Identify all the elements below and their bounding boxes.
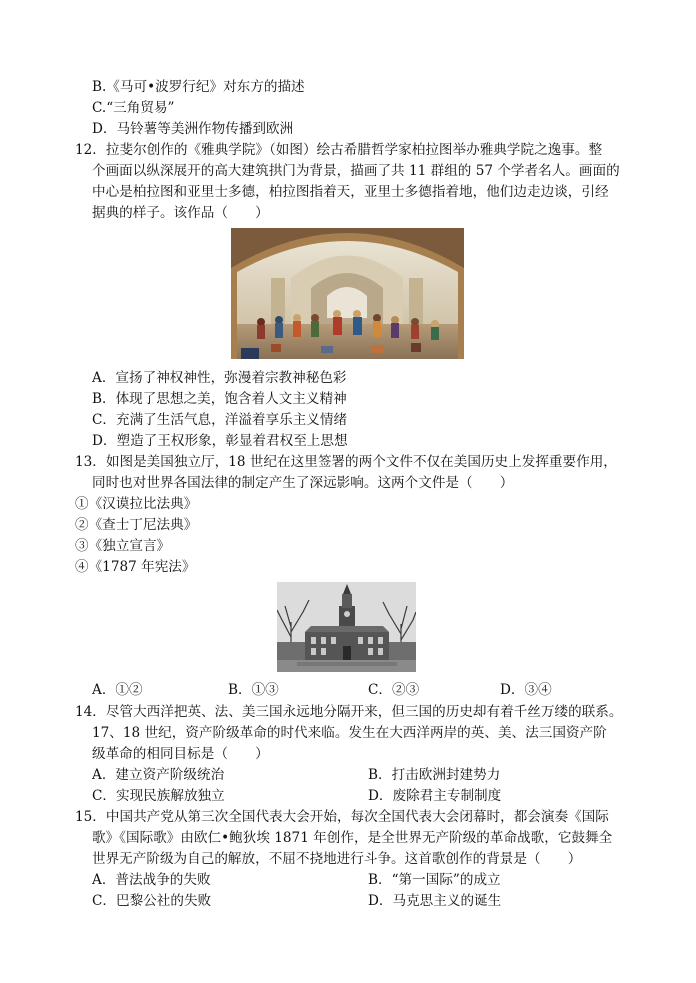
q15-option-d: D．马克思主义的诞生 xyxy=(368,893,502,909)
q12-option-a: A．宣扬了神权神性，弥漫着宗教神秘色彩 xyxy=(92,370,347,386)
q12-stem-line-4: 据典的样子。该作品（ ） xyxy=(92,205,269,221)
q13-option-c: C．②③ xyxy=(368,682,420,698)
q13-item-4: ④《1787 年宪法》 xyxy=(75,559,196,575)
q14-option-d: D．废除君主专制制度 xyxy=(368,788,502,804)
independence-hall-image xyxy=(277,582,416,672)
q12-stem-line-1: 12．拉斐尔创作的《雅典学院》（如图）绘古希腊哲学家柏拉图举办雅典学院之逸事。整 xyxy=(75,142,603,158)
q14-option-a: A．建立资产阶级统治 xyxy=(92,767,225,783)
q13-item-1: ①《汉谟拉比法典》 xyxy=(75,496,198,512)
q13-item-3: ③《独立宣言》 xyxy=(75,538,171,554)
q14-stem-line-1: 14．尽管大西洋把英、法、美三国永远地分隔开来，但三国的历史却有着千丝万缕的联系。 xyxy=(75,704,623,720)
q12-stem-line-2: 个画面以纵深展开的高大建筑拱门为背景，描画了共 11 群组的 57 个学者名人。画面的 xyxy=(92,163,620,179)
q12-option-c: C．充满了生活气息，洋溢着享乐主义情绪 xyxy=(92,412,348,428)
q13-option-d: D．③④ xyxy=(500,682,552,698)
q13-item-2: ②《查士丁尼法典》 xyxy=(75,517,198,533)
q15-option-c: C．巴黎公社的失败 xyxy=(92,893,212,909)
q13-stem-line-1: 13．如图是美国独立厅，18 世纪在这里签署的两个文件不仅在美国历史上发挥重要作用， xyxy=(75,454,617,470)
q12-option-d: D．塑造了王权形象，彰显着君权至上思想 xyxy=(92,433,348,449)
q15-stem-line-1: 15．中国共产党从第三次全国代表大会开始，每次全国代表大会闭幕时，都会演奏《国际 xyxy=(75,809,609,825)
q14-option-c: C．实现民族解放独立 xyxy=(92,788,225,804)
q11-option-d: D．马铃薯等美洲作物传播到欧洲 xyxy=(92,121,294,137)
q12-stem-line-3: 中心是柏拉图和亚里士多德，柏拉图指着天，亚里士多德指着地，他们边走边谈，引经 xyxy=(92,184,609,200)
q15-stem-line-2: 歌》《国际歌》由欧仁•鲍狄埃 1871 年创作，是全世界无产阶级的革命战歌，它鼓舞全 xyxy=(92,830,613,846)
school-of-athens-image xyxy=(231,228,464,359)
q14-option-b: B．打击欧洲封建势力 xyxy=(368,767,501,783)
q11-option-b: B.《马可•波罗行纪》对东方的描述 xyxy=(92,79,305,95)
q13-option-b: B．①③ xyxy=(228,682,279,698)
q12-option-b: B．体现了思想之美，饱含着人文主义精神 xyxy=(92,391,347,407)
q13-option-a: A．①② xyxy=(92,682,143,698)
q11-option-c: C.“三角贸易” xyxy=(92,100,175,116)
q14-stem-line-3: 级革命的相同目标是（ ） xyxy=(92,746,269,762)
q15-option-b: B．“第一国际”的成立 xyxy=(368,872,501,888)
q13-stem-line-2: 同时也对世界各国法律的制定产生了深远影响。这两个文件是（ ） xyxy=(92,475,514,491)
q14-stem-line-2: 17、18 世纪，资产阶级革命的时代来临。发生在大西洋两岸的英、美、法三国资产阶 xyxy=(92,725,607,741)
q15-option-a: A．普法战争的失败 xyxy=(92,872,211,888)
q15-stem-line-3: 世界无产阶级为自己的解放，不屈不挠地进行斗争。这首歌创作的背景是（ ） xyxy=(92,851,582,867)
